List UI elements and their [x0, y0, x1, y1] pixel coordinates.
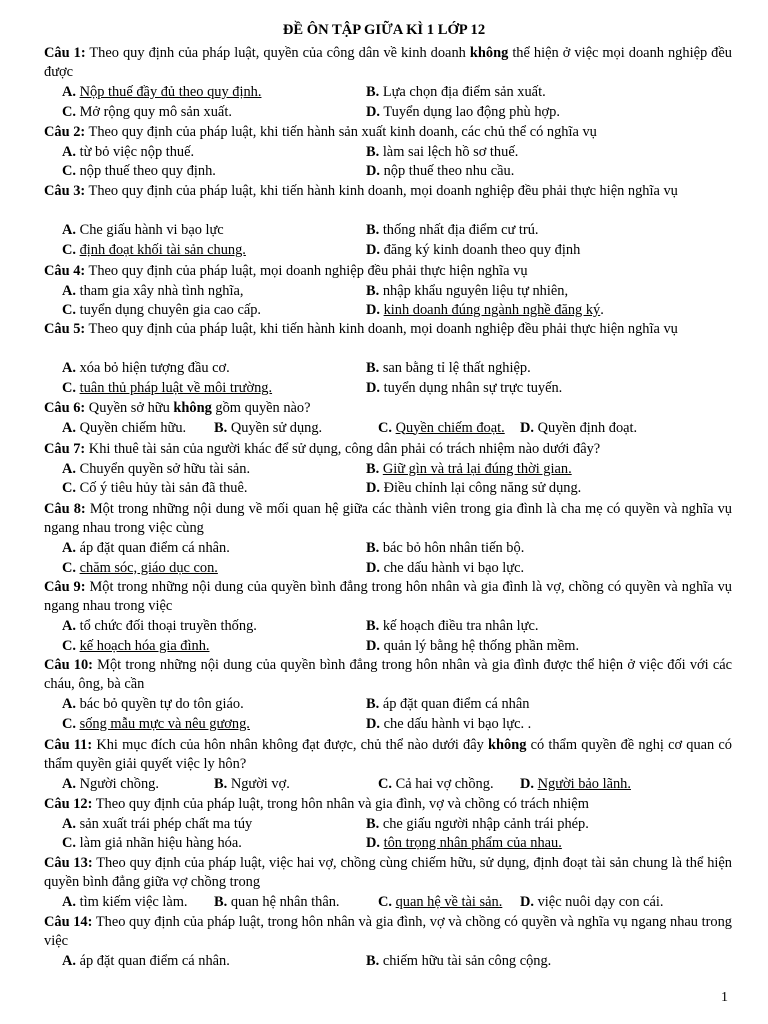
option-letter: C.	[62, 715, 76, 732]
option-letter: C.	[378, 894, 392, 910]
answer-option[interactable]	[62, 419, 186, 438]
question-text: Theo quy định của pháp luật, việc hai vợ, chồng cùng chiếm hữu, sử dụng, định đoạt tài sản chung là thể hiện quyền bình đẳng giữa vợ chồng trong	[44, 855, 732, 891]
question-stem	[44, 262, 732, 281]
option-text: Điều chỉnh lại công năng sử dụng.	[383, 480, 582, 496]
option-text: Che giấu hành vi bạo lực	[79, 222, 224, 238]
answer-option[interactable]	[366, 559, 524, 578]
answer-option[interactable]	[214, 419, 322, 438]
option-letter: B.	[366, 618, 380, 634]
answer-option[interactable]	[366, 282, 568, 301]
option-letter: D.	[366, 302, 380, 318]
option-text: Lựa chọn địa điểm sản xuất.	[382, 84, 546, 100]
question-number: Câu 12:	[44, 796, 93, 812]
option-letter: C.	[378, 419, 392, 436]
question-text: Một trong những nội dung của quyền bình đẳng trong hôn nhân và gia đình được thể hiện ở việc đối với các cháu, ông, bà cần	[44, 657, 732, 693]
option-letter: D.	[366, 480, 380, 496]
question-text: Khi mục đích của hôn nhân không đạt được, chủ thể nào dưới đây	[96, 737, 484, 753]
question-stem	[44, 440, 732, 459]
question-number: Câu 5:	[44, 321, 86, 337]
option-text: sống mẫu mực và nêu gương.	[79, 715, 250, 732]
question-number: Câu 6:	[44, 400, 86, 416]
answer-option[interactable]	[62, 241, 246, 260]
option-letter: A.	[62, 953, 76, 969]
page-title: ĐỀ ÔN TẬP GIỮA KÌ 1 LỚP 12	[282, 22, 486, 38]
option-letter: B.	[366, 360, 380, 376]
question-stem	[44, 795, 732, 814]
question-emphasis: không	[173, 400, 212, 416]
option-text: Nộp thuế đầy đủ theo quy định.	[79, 84, 262, 100]
answer-option[interactable]	[366, 221, 538, 240]
answer-option[interactable]	[366, 834, 562, 853]
answer-option[interactable]	[366, 301, 604, 320]
question-number: Câu 14:	[44, 914, 93, 930]
option-letter: A.	[62, 618, 76, 634]
option-text: định đoạt khối tài sản chung.	[79, 241, 246, 258]
option-letter: B.	[366, 953, 380, 969]
option-text: tuyển dụng chuyên gia cao cấp.	[79, 302, 262, 318]
option-text: Cả hai vợ chồng.	[395, 776, 494, 792]
option-text: Giữ gìn và trả lại đúng thời gian.	[382, 460, 572, 477]
option-text: Cố ý tiêu hủy tài sản đã thuê.	[79, 480, 248, 496]
question-stem	[44, 182, 732, 201]
option-text: kế hoạch hóa gia đình.	[79, 637, 210, 654]
question-number: Câu 8:	[44, 501, 86, 517]
answer-option[interactable]	[366, 379, 562, 398]
option-text: việc nuôi dạy con cái.	[537, 894, 664, 910]
answer-option[interactable]	[62, 460, 250, 479]
option-text: kinh doanh đúng ngành nghề đăng ký	[383, 302, 601, 318]
answer-option[interactable]	[62, 379, 272, 398]
answer-option[interactable]	[62, 559, 218, 578]
option-text: Mở rộng quy mô sản xuất.	[79, 103, 232, 120]
option-letter: B.	[366, 222, 380, 238]
question-text: Theo quy định của pháp luật, quyền của công dân về kinh doanh	[89, 45, 466, 61]
option-letter: C.	[62, 379, 76, 396]
question-number: Câu 11:	[44, 737, 93, 753]
question-stem	[44, 736, 732, 774]
answer-option[interactable]	[62, 162, 216, 181]
option-text: bác bỏ hôn nhân tiến bộ.	[382, 540, 525, 556]
option-letter: B.	[366, 540, 380, 556]
option-letter: D.	[366, 103, 380, 120]
question-text-tail: có thẩm quyền đề nghị cơ quan có thẩm quyền giải quyết việc ly hôn?	[44, 737, 732, 773]
answer-option[interactable]	[366, 952, 551, 971]
option-letter: D.	[520, 776, 534, 792]
option-letter: D.	[366, 715, 380, 732]
option-text: Quyền sử dụng.	[230, 419, 323, 436]
option-text: bác bỏ quyền tự do tôn giáo.	[79, 696, 244, 712]
answer-option[interactable]	[378, 893, 502, 912]
answer-option[interactable]	[520, 893, 663, 912]
option-text: Quyền chiếm đoạt.	[395, 419, 505, 436]
option-letter: C.	[62, 637, 76, 654]
option-text: Chuyển quyền sở hữu tài sản.	[79, 460, 251, 477]
option-letter: C.	[62, 103, 76, 120]
answer-option[interactable]	[378, 775, 494, 794]
answer-option[interactable]	[62, 952, 230, 971]
option-letter: B.	[366, 143, 380, 160]
question-stem	[44, 656, 732, 694]
question-stem	[44, 854, 732, 892]
option-text: che giấu người nhập cảnh trái phép.	[382, 815, 589, 832]
answer-option[interactable]	[366, 103, 560, 122]
question-text: Theo quy định của pháp luật, khi tiến hành kinh doanh, mọi doanh nghiệp đều phải thực hiện nghĩa vụ	[88, 321, 678, 337]
question-stem	[44, 578, 732, 616]
answer-option[interactable]	[62, 301, 261, 320]
answer-option[interactable]	[366, 695, 529, 714]
option-text: đăng ký kinh doanh theo quy định	[383, 241, 581, 258]
answer-option[interactable]	[62, 715, 250, 734]
option-letter: D.	[366, 379, 380, 396]
option-letter: B.	[366, 815, 380, 832]
option-letter: A.	[62, 540, 76, 556]
question-number: Câu 4:	[44, 263, 86, 279]
option-text: Quyền định đoạt.	[537, 419, 638, 436]
answer-option[interactable]	[366, 83, 546, 102]
answer-option[interactable]	[366, 479, 581, 498]
option-letter: C.	[62, 559, 76, 576]
option-letter: C.	[62, 241, 76, 258]
option-letter: B.	[366, 282, 380, 299]
question-stem	[44, 500, 732, 538]
answer-option[interactable]	[62, 815, 252, 834]
option-letter: B.	[214, 894, 228, 910]
option-letter: A.	[62, 360, 76, 376]
option-text: nhập khẩu nguyên liệu tự nhiên,	[382, 282, 569, 299]
option-text: áp đặt quan điểm cá nhân.	[79, 540, 230, 556]
answer-option[interactable]	[366, 617, 538, 636]
option-letter: A.	[62, 696, 76, 712]
answer-option[interactable]	[378, 419, 505, 438]
question-text: Quyền sở hữu	[88, 400, 170, 416]
option-text: tuân thủ pháp luật về môi trường.	[79, 379, 273, 396]
option-letter: D.	[366, 559, 380, 576]
question-text: Theo quy định của pháp luật, mọi doanh nghiệp đều phải thực hiện nghĩa vụ	[88, 263, 528, 279]
option-letter: A.	[62, 419, 76, 436]
answer-option[interactable]	[366, 143, 518, 162]
option-text: Tuyển dụng lao động phù hợp.	[383, 103, 560, 120]
option-text: tìm kiếm việc làm.	[79, 894, 188, 910]
question-number: Câu 7:	[44, 441, 86, 457]
answer-option[interactable]	[62, 834, 242, 853]
option-letter: C.	[62, 835, 76, 851]
option-text: Quyền chiếm hữu.	[79, 419, 187, 436]
question-text: Theo quy định của pháp luật, trong hôn nhân và gia đình, vợ và chồng có quyền và nghĩa vụ ngang nhau trong việc	[44, 914, 733, 950]
question-number: Câu 1:	[44, 45, 86, 61]
option-text: nộp thuế theo quy định.	[79, 163, 216, 179]
option-letter: C.	[62, 163, 76, 179]
option-letter: A.	[62, 222, 76, 238]
option-letter: C.	[378, 776, 392, 792]
option-text: tham gia xây nhà tình nghĩa,	[79, 282, 244, 299]
question-text-tail: thể hiện ở việc mọi doanh nghiệp đều được	[44, 45, 732, 81]
option-letter: C.	[62, 302, 76, 318]
answer-option[interactable]	[214, 893, 340, 912]
question-text: Theo quy định của pháp luật, khi tiến hành kinh doanh, mọi doanh nghiệp đều phải thực hiện nghĩa vụ	[88, 183, 678, 199]
answer-option[interactable]	[214, 775, 290, 794]
option-letter: B.	[366, 84, 380, 100]
question-emphasis: không	[469, 45, 509, 61]
option-text: làm giả nhãn hiệu hàng hóa.	[79, 835, 242, 851]
option-letter: D.	[520, 419, 534, 436]
option-text: làm sai lệch hồ sơ thuế.	[382, 143, 519, 160]
option-letter: D.	[366, 637, 380, 654]
answer-option[interactable]	[62, 695, 244, 714]
option-letter: A.	[62, 894, 76, 910]
option-text: thống nhất địa điểm cư trú.	[382, 222, 539, 238]
question-text: Theo quy định của pháp luật, khi tiến hành sản xuất kinh doanh, các chủ thể có nghĩa vụ	[88, 124, 597, 140]
option-letter: A.	[62, 84, 76, 100]
question-stem	[44, 123, 732, 142]
answer-option[interactable]	[62, 221, 224, 240]
option-letter: A.	[62, 282, 76, 299]
answer-option[interactable]	[62, 83, 261, 102]
option-text: quan hệ về tài sản.	[395, 894, 503, 910]
answer-option[interactable]	[520, 419, 637, 438]
answer-option[interactable]	[62, 282, 243, 301]
question-text-tail: gồm quyền nào?	[215, 400, 311, 416]
answer-option[interactable]	[366, 815, 589, 834]
option-text: tổ chức đối thoại truyền thống.	[79, 618, 257, 634]
option-text: chiếm hữu tài sản công cộng.	[382, 953, 552, 969]
option-text: áp đặt quan điểm cá nhân	[382, 696, 530, 712]
option-text: xóa bỏ hiện tượng đầu cơ.	[79, 360, 230, 376]
option-letter: B.	[366, 696, 380, 712]
option-letter: C.	[62, 480, 76, 496]
answer-option[interactable]	[366, 241, 580, 260]
answer-option[interactable]	[366, 539, 524, 558]
option-text: Người chồng.	[79, 776, 159, 792]
option-text: che dấu hành vi bạo lực.	[383, 559, 525, 576]
question-number: Câu 10:	[44, 657, 93, 673]
option-text: áp đặt quan điểm cá nhân.	[79, 953, 230, 969]
question-stem	[44, 399, 732, 418]
option-letter: D.	[366, 163, 380, 179]
question-number: Câu 9:	[44, 579, 86, 595]
option-suffix: .	[600, 302, 604, 318]
question-stem	[44, 44, 732, 82]
option-text: kế hoạch điều tra nhân lực.	[382, 618, 539, 634]
option-letter: D.	[366, 835, 380, 851]
answer-option[interactable]	[366, 359, 531, 378]
answer-option[interactable]	[62, 103, 232, 122]
option-letter: A.	[62, 143, 76, 160]
question-number: Câu 13:	[44, 855, 93, 871]
option-letter: A.	[62, 815, 76, 832]
question-stem	[44, 913, 732, 951]
option-text: san bằng tỉ lệ thất nghiệp.	[382, 360, 531, 376]
option-letter: B.	[366, 460, 380, 477]
answer-option[interactable]	[366, 460, 572, 479]
answer-option[interactable]	[62, 359, 230, 378]
option-letter: B.	[214, 776, 228, 792]
answer-option[interactable]	[62, 637, 209, 656]
option-letter: D.	[366, 241, 380, 258]
question-text: Khi thuê tài sản của người khác để sử dụng, công dân phải có trách nhiệm nào dưới đây?	[88, 441, 601, 457]
question-text: Một trong những nội dung về mối quan hệ giữa các thành viên trong gia đình là cha mẹ có quyền và nghĩa vụ ngang nhau trong việc cùng	[44, 501, 732, 537]
question-emphasis: không	[488, 737, 527, 753]
option-text: sản xuất trái phép chất ma túy	[79, 815, 253, 832]
option-text: Người vợ.	[230, 776, 290, 792]
option-text: nộp thuế theo nhu cầu.	[383, 163, 515, 179]
option-text: che dấu hành vi bạo lực. .	[383, 715, 532, 732]
answer-option[interactable]	[62, 539, 230, 558]
answer-option[interactable]	[62, 893, 188, 912]
answer-option[interactable]	[62, 617, 257, 636]
question-number: Câu 3:	[44, 183, 86, 199]
page-number: 1	[721, 990, 728, 1005]
answer-option[interactable]	[366, 162, 514, 181]
option-text: Người bảo lãnh.	[537, 776, 631, 792]
option-letter: A.	[62, 776, 76, 792]
option-text: chăm sóc, giáo dục con.	[79, 559, 218, 576]
question-stem	[44, 320, 732, 339]
option-letter: B.	[214, 419, 228, 436]
question-text: Một trong những nội dung của quyền bình đẳng trong hôn nhân và gia đình là vợ, chồng có quyền và nghĩa vụ ngang nhau trong việc	[44, 579, 732, 615]
answer-option[interactable]	[62, 775, 159, 794]
answer-option[interactable]	[62, 143, 194, 162]
answer-option[interactable]	[366, 637, 579, 656]
option-text: quan hệ nhân thân.	[230, 894, 340, 910]
option-letter: D.	[520, 894, 534, 910]
question-number: Câu 2:	[44, 124, 86, 140]
option-text: từ bỏ việc nộp thuế.	[79, 143, 195, 160]
answer-option[interactable]	[62, 479, 247, 498]
option-text: tôn trọng nhân phẩm của nhau.	[383, 835, 562, 851]
option-letter: A.	[62, 460, 76, 477]
option-text: quản lý bằng hệ thống phần mềm.	[383, 637, 580, 654]
answer-option[interactable]	[520, 775, 631, 794]
question-text: Theo quy định của pháp luật, trong hôn nhân và gia đình, vợ và chồng có trách nhiệm	[95, 796, 589, 812]
answer-option[interactable]	[366, 715, 531, 734]
option-text: tuyển dụng nhân sự trực tuyến.	[383, 379, 563, 396]
